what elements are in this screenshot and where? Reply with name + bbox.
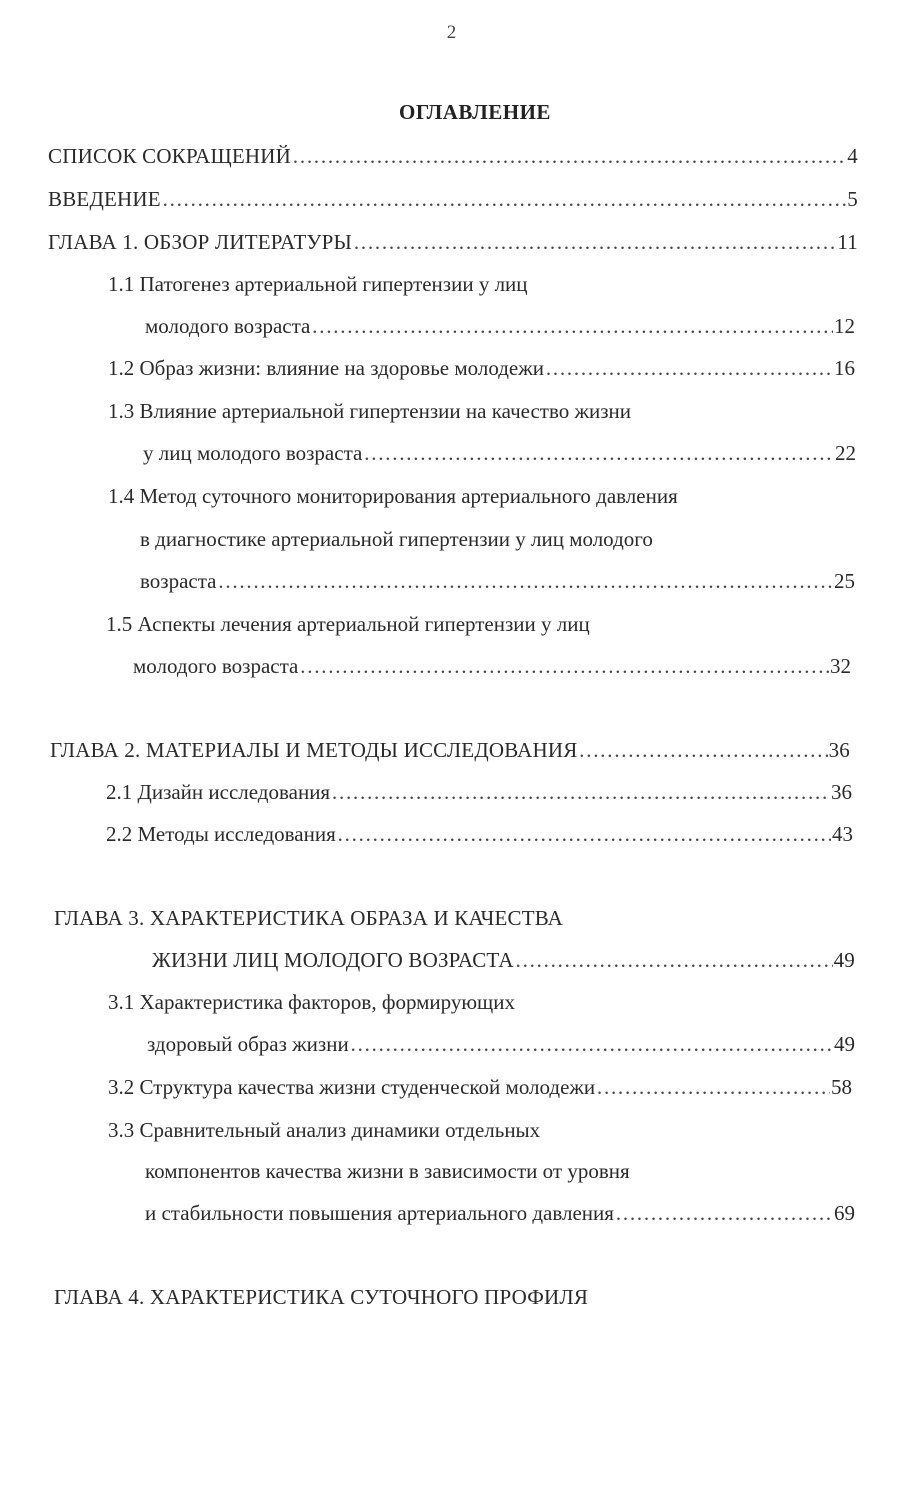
toc-entry	[106, 610, 590, 638]
toc-entry-text: 1.1 Патогенез артериальной гипертензии у лиц	[108, 272, 528, 296]
toc-entry	[48, 142, 858, 170]
toc-entry-page: 58	[831, 1075, 852, 1099]
toc-entry-page: 49	[834, 1032, 855, 1056]
toc-entry-page: 5	[847, 187, 858, 211]
toc-entry-page: 36	[828, 738, 850, 762]
toc-entry	[108, 354, 855, 382]
toc-entry	[108, 397, 631, 425]
toc-entry	[143, 439, 856, 467]
toc-entry	[140, 567, 855, 595]
toc-entry	[108, 1116, 540, 1144]
toc-entry	[48, 185, 858, 213]
toc-entry-text: 3.3 Сравнительный анализ динамики отдельных	[108, 1118, 541, 1142]
toc-entry-page: 25	[834, 569, 855, 593]
toc-entry-text: возраста	[140, 569, 217, 593]
toc-entry	[145, 312, 855, 340]
toc-title: ОГЛАВЛЕНИЕ	[399, 100, 551, 124]
toc-entry-text: здоровый образ жизни	[147, 1032, 349, 1056]
toc-entry-text: и стабильности повышения артериального давления	[145, 1201, 614, 1225]
toc-entry-page: 69	[834, 1201, 855, 1225]
toc-entry-text: 1.2 Образ жизни: влияние на здоровье молодежи	[108, 356, 544, 380]
toc-entry	[48, 228, 858, 256]
toc-entry-text: 2.2 Методы исследования	[106, 822, 336, 846]
toc-entry	[108, 1073, 852, 1101]
leader-dots	[331, 778, 830, 806]
toc-entry-text: СПИСОК СОКРАЩЕНИЙ	[48, 144, 292, 168]
toc-entry-text: компонентов качества жизни в зависимости от уровня	[145, 1159, 630, 1183]
leader-dots	[311, 312, 833, 340]
leader-dots	[363, 439, 834, 467]
page-number: 2	[446, 22, 457, 43]
toc-entry-text: молодого возраста	[145, 314, 311, 338]
leader-dots	[337, 820, 831, 848]
toc-entry	[108, 482, 678, 510]
toc-entry-page: 36	[831, 780, 852, 804]
leader-dots	[217, 567, 833, 595]
toc-entry-text: у лиц молодого возраста	[143, 441, 363, 465]
toc-entry	[145, 1199, 855, 1227]
toc-entry	[140, 525, 653, 553]
toc-entry	[108, 270, 528, 298]
leader-dots	[353, 228, 836, 256]
toc-entry-text: в диагностике артериальной гипертензии у лиц молодого	[140, 527, 653, 551]
toc-entry-text: ГЛАВА 3. ХАРАКТЕРИСТИКА ОБРАЗА И КАЧЕСТВА	[54, 906, 564, 930]
leader-dots	[350, 1030, 833, 1058]
toc-entry	[106, 778, 852, 806]
toc-entry-page: 12	[834, 314, 855, 338]
toc-entry	[50, 736, 850, 764]
toc-entry	[54, 1283, 588, 1311]
leader-dots	[545, 354, 833, 382]
toc-entry-text: ГЛАВА 1. ОБЗОР ЛИТЕРАТУРЫ	[48, 230, 352, 254]
toc-entry-text: 3.1 Характеристика факторов, формирующих	[108, 990, 515, 1014]
toc-entry-text: ВВЕДЕНИЕ	[48, 187, 161, 211]
toc-entry	[133, 652, 851, 680]
toc-entry-page: 49	[833, 948, 855, 972]
toc-entry	[106, 820, 853, 848]
toc-entry-text: 2.1 Дизайн исследования	[106, 780, 331, 804]
toc-entry-page: 43	[832, 822, 853, 846]
leader-dots	[162, 185, 847, 213]
toc-entry-text: 3.2 Структура качества жизни студенческой молодежи	[108, 1075, 596, 1099]
leader-dots	[578, 736, 827, 764]
toc-entry	[147, 1030, 855, 1058]
leader-dots	[515, 946, 833, 974]
toc-entry-text: 1.3 Влияние артериальной гипертензии на качество жизни	[108, 399, 632, 423]
toc-entry-page: 32	[830, 654, 851, 678]
toc-entry	[108, 988, 515, 1016]
toc-entry-text: 1.4 Метод суточного мониторирования артериального давления	[108, 484, 678, 508]
toc-entry	[145, 1157, 630, 1185]
toc-entry-text: ГЛАВА 2. МАТЕРИАЛЫ И МЕТОДЫ ИССЛЕДОВАНИЯ	[50, 738, 578, 762]
toc-entry-page: 22	[835, 441, 856, 465]
toc-entry	[54, 904, 563, 932]
leader-dots	[299, 652, 829, 680]
toc-entry-page: 16	[834, 356, 855, 380]
toc-entry-text: ЖИЗНИ ЛИЦ МОЛОДОГО ВОЗРАСТА	[152, 948, 514, 972]
toc-entry-text: молодого возраста	[133, 654, 299, 678]
toc-entry-text: 1.5 Аспекты лечения артериальной гипертензии у лиц	[106, 612, 590, 636]
toc-entry-page: 11	[837, 230, 858, 254]
toc-entry-text: ГЛАВА 4. ХАРАКТЕРИСТИКА СУТОЧНОГО ПРОФИЛЯ	[54, 1285, 589, 1309]
leader-dots	[292, 142, 846, 170]
leader-dots	[596, 1073, 830, 1101]
toc-entry-page: 4	[847, 144, 858, 168]
leader-dots	[615, 1199, 833, 1227]
toc-entry	[152, 946, 855, 974]
